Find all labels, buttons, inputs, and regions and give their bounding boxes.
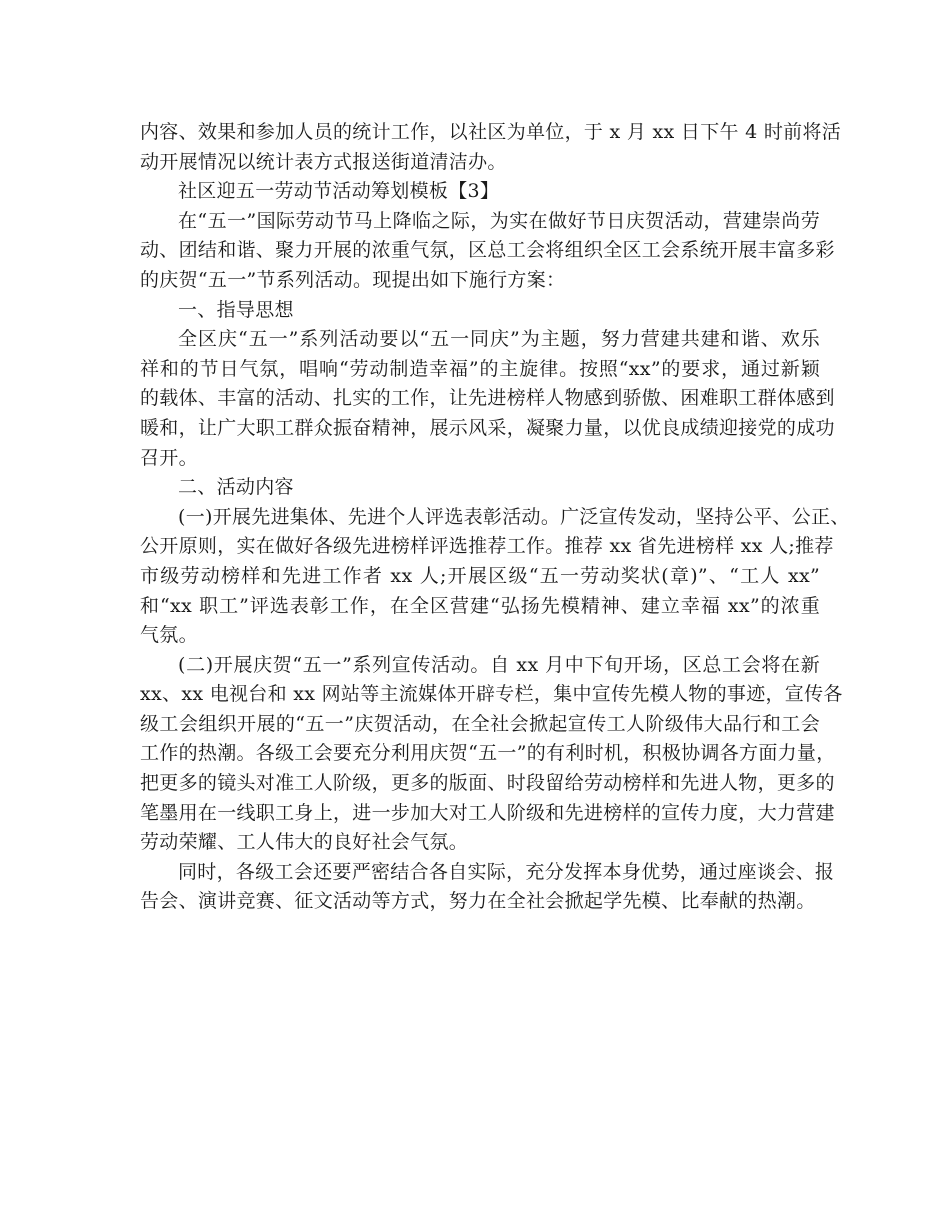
text-line: 同时，各级工会还要严密结合各自实际，充分发挥本身优势，通过座谈会、报 [178, 860, 835, 883]
text-line: (一)开展先进集体、先进个人评选表彰活动。广泛宣传发动，坚持公平、公正、 [178, 505, 850, 528]
text-line: 全区庆“五一”系列活动要以“五一同庆”为主题，努力营建共建和谐、欢乐 [178, 328, 820, 351]
text-line: 召开。 [140, 446, 198, 469]
text-line: (二)开展庆贺“五一”系列宣传活动。自 xx 月中下旬开场，区总工会将在新 [178, 653, 820, 676]
text-line: 告会、演讲竞赛、征文活动等方式，努力在全社会掀起学先模、比奉献的热潮。 [140, 890, 816, 913]
text-line: 二、活动内容 [178, 476, 294, 499]
text-line: 社区迎五一劳动节活动筹划模板【3】 [178, 180, 500, 203]
text-line: 动、团结和谐、聚力开展的浓重气氛，区总工会将组织全区工会系统开展丰富多彩 [140, 239, 835, 262]
text-line: 一、指导思想 [178, 298, 294, 321]
text-line: 劳动荣耀、工人伟大的良好社会气氛。 [140, 831, 469, 854]
text-line: 祥和的节日气氛，唱响“劳动制造幸福”的主旋律。按照“xx”的要求，通过新颖 [140, 357, 820, 380]
text-line: 动开展情况以统计表方式报送街道清洁办。 [140, 150, 507, 173]
text-line: 气氛。 [140, 624, 198, 647]
text-line: 的载体、丰富的活动、扎实的工作，让先进榜样人物感到骄傲、困难职工群体感到 [140, 387, 835, 410]
text-line: 暖和，让广大职工群众振奋精神，展示风采，凝聚力量，以优良成绩迎接党的成功 [140, 416, 835, 439]
document-body [140, 118, 850, 917]
text-line: 内容、效果和参加人员的统计工作，以社区为单位，于 x 月 xx 日下午 4 时前将活 [140, 121, 842, 143]
text-line: 笔墨用在一线职工身上，进一步加大对工人阶级和先进榜样的宣传力度，大力营建 [140, 801, 835, 824]
text-line: xx、xx 电视台和 xx 网站等主流媒体开辟专栏，集中宣传先模人物的事迹，宣传各 [140, 683, 843, 706]
text-line: 级工会组织开展的“五一”庆贺活动，在全社会掀起宣传工人阶级伟大品行和工会 [140, 712, 820, 735]
text-line: 在“五一”国际劳动节马上降临之际，为实在做好节日庆贺活动，营建崇尚劳 [178, 209, 820, 232]
text-line: 和“xx 职工”评选表彰工作，在全区营建“弘扬先模精神、建立幸福 xx”的浓重 [140, 594, 820, 617]
text-line: 工作的热潮。各级工会要充分利用庆贺“五一”的有利时机，积极协调各方面力量， [140, 742, 836, 765]
text-line: 的庆贺“五一”节系列活动。现提出如下施行方案： [140, 268, 566, 291]
text-line: 市级劳动榜样和先进工作者 xx 人;开展区级“五一劳动奖状(章)”、“工人 xx” [140, 564, 820, 587]
text-line: 把更多的镜头对准工人阶级，更多的版面、时段留给劳动榜样和先进人物，更多的 [140, 772, 835, 795]
text-line: 公开原则，实在做好各级先进榜样评选推荐工作。推荐 xx 省先进榜样 xx 人;推荐 [140, 535, 834, 558]
